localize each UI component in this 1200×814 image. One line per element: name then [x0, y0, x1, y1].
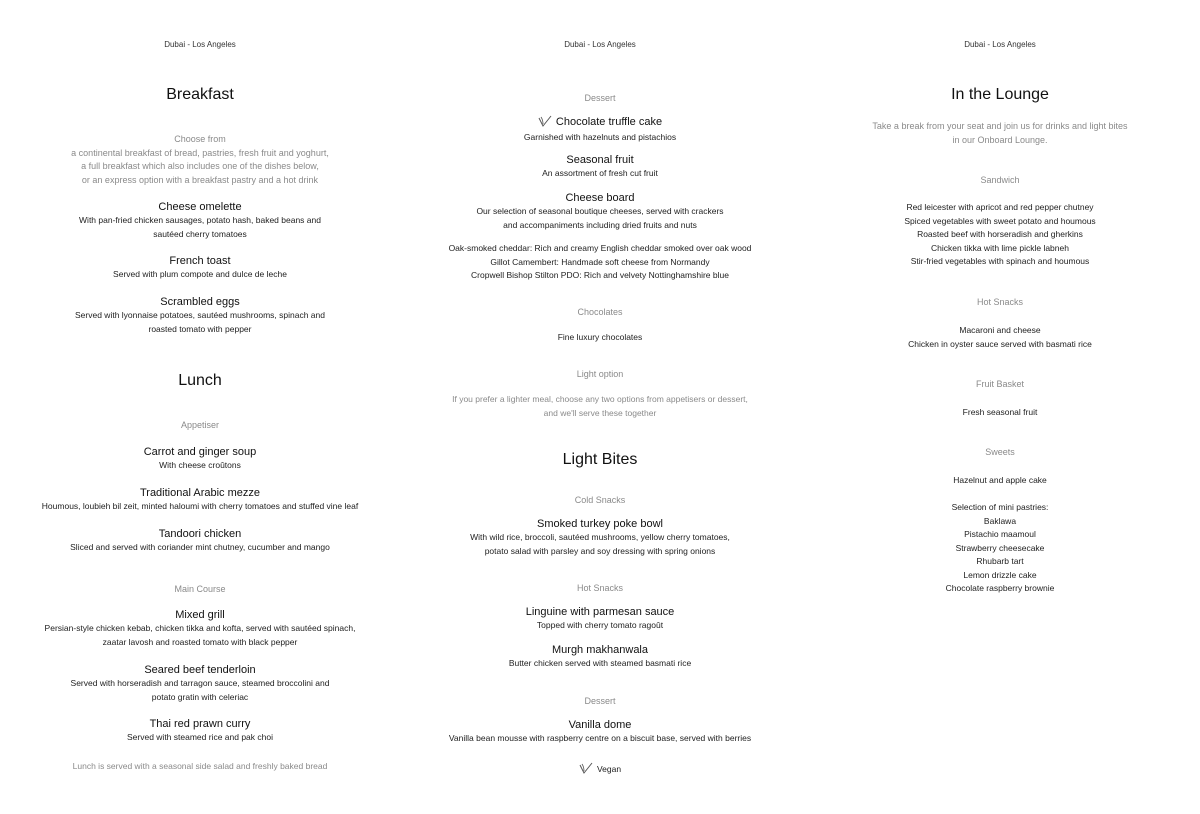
section-label-appetiser: Appetiser — [180, 420, 220, 430]
pastries-list: Selection of mini pastries: Baklawa Pistachio maamoul Strawberry cheesecake Rhubarb tart Lemon drizzle cake Chocolate raspberry brownie — [945, 502, 1055, 593]
menu-item: Carrot and ginger soup With cheese croûtons — [143, 446, 257, 470]
menu-item: Scrambled eggs Served with lyonnaise potatoes, sautéed mushrooms, spinach and roasted tomato with pepper — [75, 296, 325, 334]
section-label-main-course: Main Course — [174, 584, 226, 594]
menu-item: Linguine with parmesan sauce Topped with cherry tomato ragoût — [525, 606, 675, 630]
fruit-list: Fresh seasonal fruit — [962, 407, 1038, 417]
menu-item: French toast Served with plum compote and dulce de leche — [113, 255, 287, 279]
menu-item: Murgh makhanwala Butter chicken served with steamed basmati rice — [508, 644, 692, 668]
menu-page-right — [800, 0, 1200, 814]
section-label-hot-snacks: Hot Snacks — [576, 583, 624, 593]
hot-snacks-list: Macaroni and cheese Chicken in oyster sauce served with basmati rice — [908, 325, 1092, 349]
breakfast-heading: Breakfast — [166, 86, 234, 103]
menu-item: Chocolate truffle cake Garnished with hazelnuts and pistachios — [523, 116, 677, 142]
section-label-cold-snacks: Cold Snacks — [574, 495, 626, 505]
lounge-heading: In the Lounge — [951, 86, 1049, 103]
cheese-list: Oak-smoked cheddar: Rich and creamy English cheddar smoked over oak wood Gillot Camembert: Handmade soft cheese from Normandy Cropwell Bishop Stilton PDO: Rich and velvety Nottinghamshire blue — [448, 243, 752, 280]
sandwich-list: Red leicester with apricot and red pepper chutney Spiced vegetables with sweet potato and houmous Roasted beef with horseradish and gherkins Chicken tikka with lime pickle labneh Stir-fried vegetables with spinach and houmous — [904, 202, 1096, 266]
section-label-fruit-basket: Fruit Basket — [975, 379, 1024, 389]
lunch-footer-note: Lunch is served with a seasonal side salad and freshly baked bread — [72, 761, 328, 771]
menu-item: Thai red prawn curry Served with steamed rice and pak choi — [127, 718, 273, 742]
section-label-dessert: Dessert — [584, 696, 616, 706]
chocolates-item: Fine luxury chocolates — [557, 332, 643, 342]
menu-item: Seared beef tenderloin Served with horseradish and tarragon sauce, steamed broccolini and potato gratin with celeriac — [70, 664, 330, 702]
light-bites-heading: Light Bites — [562, 451, 638, 468]
light-option-note: If you prefer a lighter meal, choose any two options from appetisers or dessert, and we'll serve these together — [452, 394, 748, 418]
vegan-icon — [538, 115, 552, 131]
route-label: Dubai - Los Angeles — [164, 40, 236, 49]
section-label-sandwich: Sandwich — [980, 175, 1020, 185]
menu-item: Mixed grill Persian-style chicken kebab, chicken tikka and kofta, served with sautéed spinach, zaatar lavosh and roasted tomato with black pepper — [44, 609, 356, 647]
vegan-icon — [579, 762, 593, 779]
section-label-chocolates: Chocolates — [577, 307, 623, 317]
route-label: Dubai - Los Angeles — [564, 40, 636, 49]
menu-item: Traditional Arabic mezze Houmous, loubieh bil zeit, minted haloumi with cherry tomatoes and stuffed vine leaf — [41, 487, 359, 511]
menu-page-middle — [400, 0, 800, 814]
section-label-light-option: Light option — [576, 369, 624, 379]
lunch-heading: Lunch — [178, 372, 222, 389]
sweets-cake: Hazelnut and apple cake — [953, 475, 1047, 485]
menu-item: Tandoori chicken Sliced and served with coriander mint chutney, cucumber and mango — [70, 528, 330, 552]
section-label-sweets: Sweets — [985, 447, 1015, 457]
menu-item: Cheese omelette With pan-fried chicken sausages, potato hash, baked beans and sautéed cherry tomatoes — [79, 201, 321, 239]
lounge-intro: Take a break from your seat and join us for drinks and light bites in our Onboard Lounge. — [872, 121, 1128, 145]
breakfast-intro: Choose from a continental breakfast of bread, pastries, fresh fruit and yoghurt, a full breakfast which also includes one of the dishes below, or an express option with a breakfast pastry and a hot drink — [71, 134, 329, 185]
menu-item: Seasonal fruit An assortment of fresh cut fruit — [542, 154, 658, 178]
route-label: Dubai - Los Angeles — [964, 40, 1036, 49]
menu-page-left — [0, 0, 400, 814]
section-label-hot-snacks: Hot Snacks — [976, 297, 1024, 307]
menu-item: Vanilla dome Vanilla bean mousse with raspberry centre on a biscuit base, served with berries — [448, 719, 752, 743]
menu-item: Smoked turkey poke bowl With wild rice, broccoli, sautéed mushrooms, yellow cherry tomatoes, potato salad with parsley and soy dressing with spring onions — [470, 518, 730, 556]
menu-item: Cheese board Our selection of seasonal boutique cheeses, served with crackers and accompaniments including dried fruits and nuts — [476, 192, 724, 230]
vegan-legend-label: Vegan — [596, 764, 622, 774]
section-label-dessert: Dessert — [584, 93, 616, 103]
vegan-legend — [400, 762, 800, 779]
